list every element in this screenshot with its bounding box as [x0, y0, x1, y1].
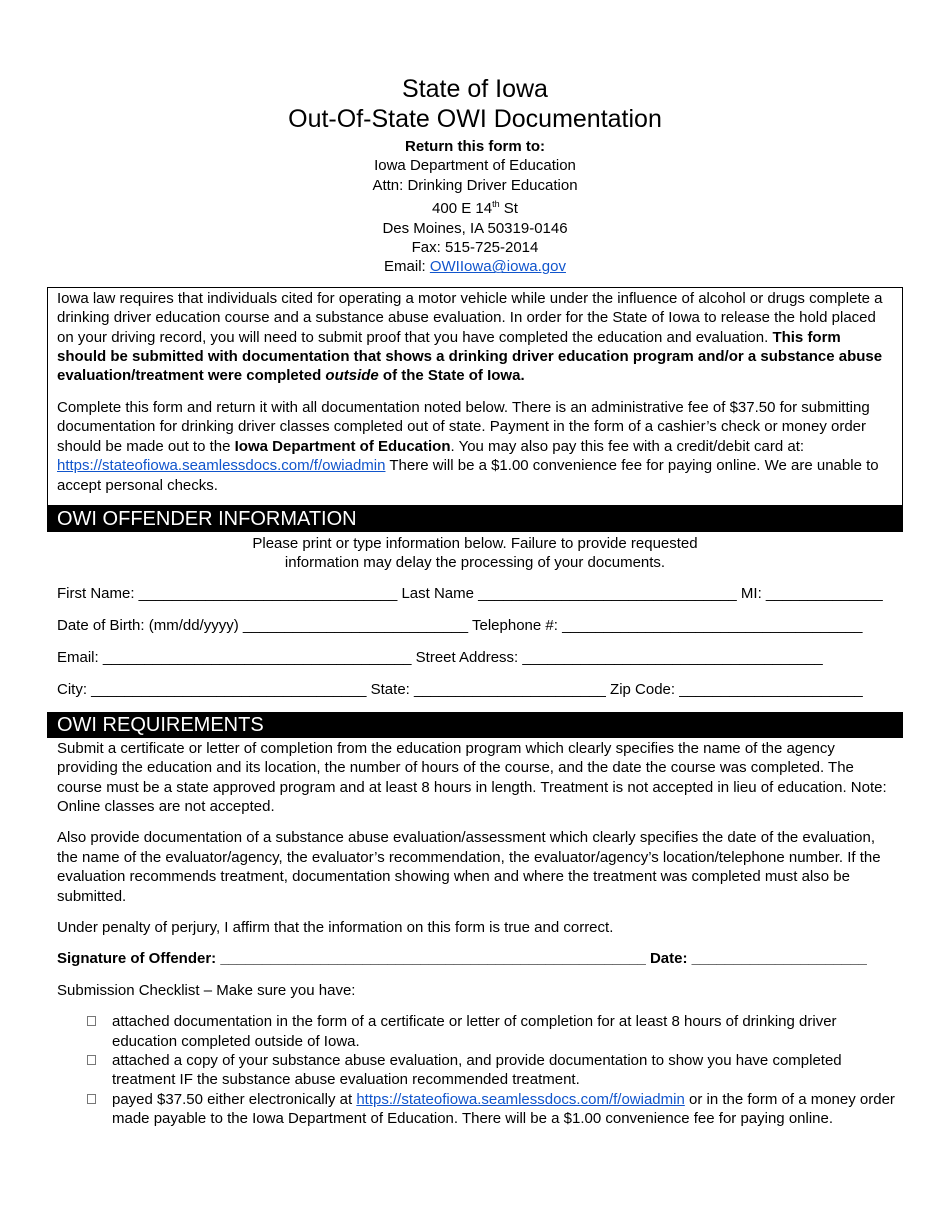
- intro-p1-text: Iowa law requires that individuals cited for operating a motor vehicle while under the influence of alcohol or drugs complete a drinking driver education course and a substance abuse evaluation. In order for the State of Iowa to release the hold placed on your driving record, you will need to submit proof that you have completed the education and evaluation.: [57, 289, 883, 346]
- street-address-line: [47, 195, 903, 218]
- offender-note-line-2: information may delay the processing of your documents.: [284, 554, 666, 572]
- intro-paragraph-1: [57, 289, 893, 386]
- intro-p1-bold-italic: outside: [325, 367, 379, 385]
- dob-phone-fields-row[interactable]: Date of Birth: (mm/dd/yyyy) ___________________________ Telephone #: ____________________________________: [57, 616, 863, 634]
- email-link[interactable]: OWIIowa@iowa.gov: [429, 258, 566, 276]
- checklist-item-3-text-a: payed $37.50 either electronically at: [112, 1090, 357, 1108]
- street-number: 400 E 14: [432, 200, 493, 218]
- intro-p2-b: . You may also pay this fee with a credit/debit card at:: [450, 437, 805, 455]
- checklist-title: Submission Checklist – Make sure you have:: [57, 981, 356, 999]
- street-ordinal: th: [492, 199, 500, 210]
- form-header: [47, 74, 903, 277]
- checkbox-icon[interactable]: [87, 1055, 96, 1065]
- dept-name: Iowa Department of Education: [374, 157, 576, 175]
- email-label: Email:: [384, 258, 430, 276]
- checklist-item: [47, 1051, 903, 1090]
- checklist-payment-link[interactable]: https://stateofiowa.seamlessdocs.com/f/owiadmin: [356, 1090, 685, 1108]
- state-title: State of Iowa: [402, 75, 548, 103]
- checklist-item-2-text: attached a copy of your substance abuse evaluation, and provide documentation to show you have completed treatment IF the substance abuse evaluation recommended treatment.: [112, 1052, 842, 1089]
- street-suffix: St: [499, 200, 518, 218]
- requirements-paragraph-1: Submit a certificate or letter of completion from the education program which clearly specifies the name of the agency providing the education and its location, the number of hours of the course, and the date the course was completed. The course must be a state approved program and at least 8 hours in length. Treatment is not accepted in lieu of education. Note: Online classes are not accepted.: [57, 739, 887, 815]
- intro-p2-a: Complete this form and return it with all documentation noted below. There is an administrative fee of $37.50 for submitting documentation for drinking driver classes completed out of state. Payment in the form of a cashier’s check or money order should be made out to the: [57, 398, 870, 455]
- form-title: Out-Of-State OWI Documentation: [288, 105, 662, 133]
- requirements-section-heading: OWI REQUIREMENTS: [47, 712, 903, 738]
- form-page: [47, 74, 903, 1129]
- signature-date-line[interactable]: Signature of Offender: ___________________________________________________ Date: _____________________: [57, 950, 867, 968]
- intro-box: [47, 287, 903, 506]
- payment-link[interactable]: https://stateofiowa.seamlessdocs.com/f/owiadmin: [57, 457, 386, 475]
- intro-p1-bold-a: This form should be submitted with documentation that shows a drinking driver education program and/or a substance abuse evaluation/treatment were completed: [57, 328, 883, 385]
- city-line: Des Moines, IA 50319-0146: [382, 219, 568, 237]
- email-line: [47, 257, 903, 276]
- checklist-item: [47, 1090, 903, 1129]
- city-state-zip-fields-row[interactable]: City: _________________________________ State: _______________________ Zip Code: ______________________: [57, 680, 863, 698]
- intro-paragraph-2: [57, 398, 893, 495]
- checkbox-icon[interactable]: [87, 1016, 96, 1026]
- checklist-item-1-text: attached documentation in the form of a certificate or letter of completion for at least 8 hours of drinking driver education completed outside of Iowa.: [112, 1013, 837, 1050]
- intro-p2-c: There will be a $1.00 convenience fee for paying online. We are unable to accept personal checks.: [57, 457, 879, 494]
- checklist-item: [47, 1012, 903, 1051]
- checkbox-icon[interactable]: [87, 1094, 96, 1104]
- return-label: Return this form to:: [405, 138, 545, 155]
- name-fields-row[interactable]: First Name: _______________________________ Last Name _______________________________ MI: ______________: [57, 584, 883, 602]
- requirements-paragraph-2: Also provide documentation of a substance abuse evaluation/assessment which clearly specifies the date of the evaluation, the name of the evaluator/agency, the evaluator’s recommendation, the evaluator/agency’s location/telephone number. If the evaluation recommends treatment, documentation showing when and where the treatment was completed must also be submitted.: [57, 829, 881, 905]
- intro-p1-bold-b: of the State of Iowa.: [378, 367, 525, 385]
- fax-line: Fax: 515-725-2014: [411, 239, 539, 257]
- offender-note: [47, 534, 903, 573]
- attn-line: Attn: Drinking Driver Education: [372, 176, 578, 194]
- submission-checklist: [47, 1012, 903, 1128]
- intro-p2-bold: Iowa Department of Education: [234, 437, 451, 455]
- checklist-item-3-text-b: or in the form of a money order made payable to the Iowa Department of Education. There will be a $1.00 convenience fee for paying online.: [112, 1090, 895, 1128]
- email-address-fields-row[interactable]: Email: _____________________________________ Street Address: ____________________________________: [57, 648, 823, 666]
- offender-note-line-1: Please print or type information below. Failure to provide requested: [252, 534, 698, 552]
- perjury-statement: Under penalty of perjury, I affirm that the information on this form is true and correct.: [57, 918, 614, 936]
- offender-section-heading: OWI OFFENDER INFORMATION: [47, 506, 903, 532]
